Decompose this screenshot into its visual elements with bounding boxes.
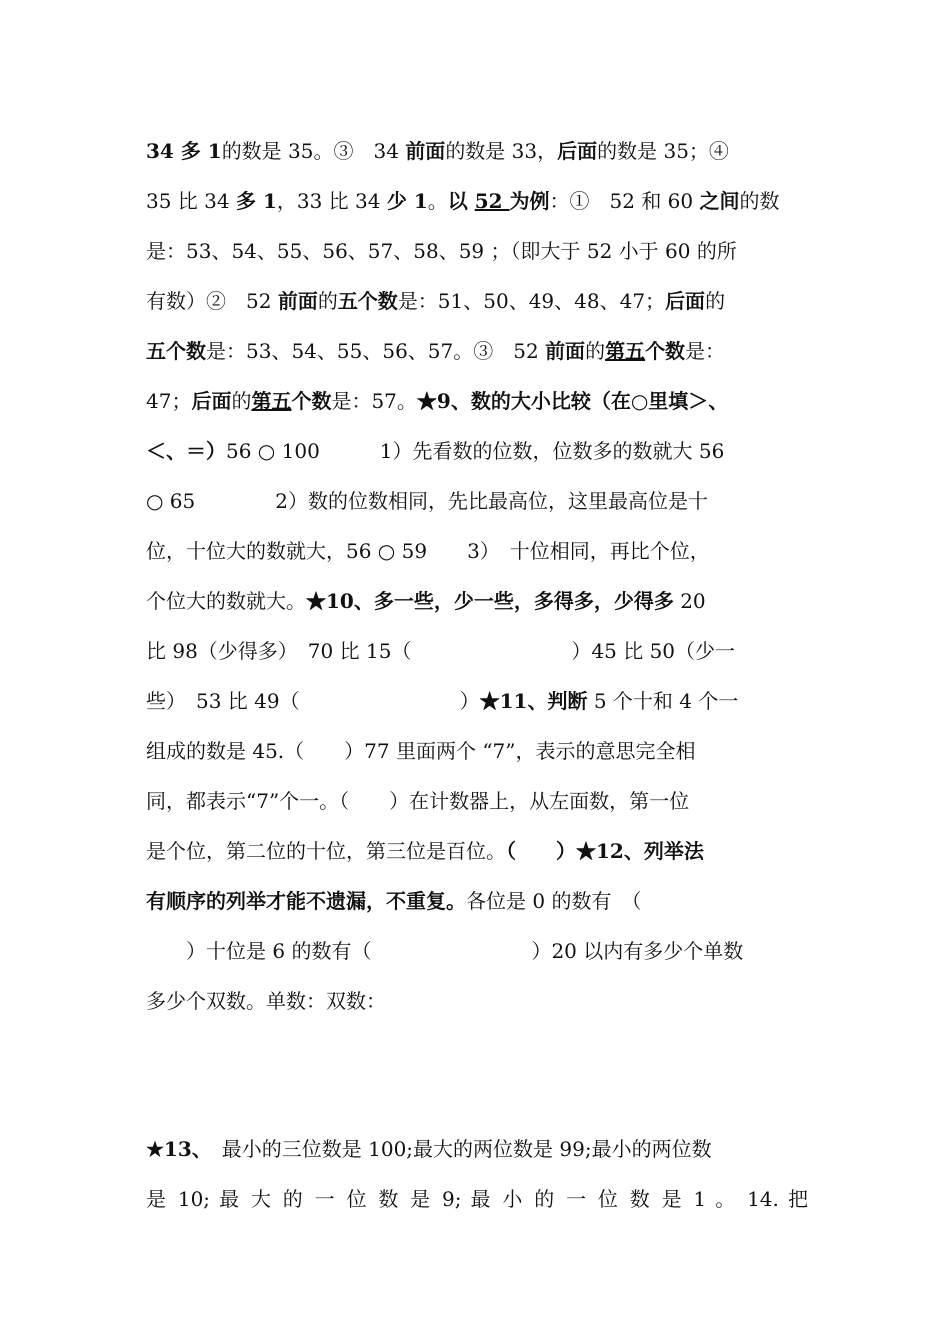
text-run: ：① 52 和 60: [549, 189, 700, 213]
text-bold: 五个数: [146, 339, 206, 363]
text-line-7: [146, 437, 808, 465]
text-line-2: [146, 187, 808, 215]
text-line-16: [146, 887, 808, 915]
text-run: 是个位，第二位的十位，第三位是百位。: [146, 839, 506, 863]
text-bold: 多 1: [235, 189, 277, 213]
section-heading-13: ★13、: [146, 1137, 202, 1161]
text-run: 56 ○ 100 1）先看数的位数，位数多的数就大 56: [226, 439, 725, 463]
text-line-17: [146, 937, 808, 965]
text-run: 的: [585, 339, 606, 363]
text-bold-underline: 52: [474, 189, 510, 213]
text-run: 比 98（少得多） 70 比 15（ ）45 比 50（少一: [146, 639, 736, 663]
text-run: 的数是 35；④: [597, 139, 729, 163]
text-run: 最小的三位数是 100;最大的两位数是 99;最小的两位数: [201, 1137, 712, 1161]
text-bold: 前面: [405, 139, 446, 163]
text-bold: 五个数: [337, 289, 398, 313]
text-run: 有数）② 52: [146, 289, 278, 313]
text-run: 多少个双数。单数：双数：: [146, 989, 386, 1013]
text-bold: 前面: [277, 289, 318, 313]
text-run: 47；: [146, 389, 192, 413]
text-line-6: [146, 387, 808, 415]
text-run: 20: [673, 589, 706, 613]
text-run: 5 个十和 4 个一: [587, 689, 739, 713]
text-run: 的数是 35。③ 34: [221, 139, 406, 163]
text-run: 的数是 33，: [445, 139, 558, 163]
text-bold: 后面: [665, 289, 706, 313]
text-line-4: [146, 287, 808, 315]
text-line-18: [146, 987, 808, 1015]
text-run: 是：53、54、55、56、57。③ 52: [206, 339, 546, 363]
text-run: ）十位是 6 的数有（ ）20 以内有多少个单数: [146, 939, 744, 963]
text-run: 的数: [739, 189, 780, 213]
text-run: 是：53、54、55、56、57、58、59 ；（即大于 52 小于 60 的所: [146, 239, 737, 263]
text-bold: 34 多 1: [146, 139, 222, 163]
text-run: 位，十位大的数就大，56 ○ 59 3） 十位相同，再比个位，: [146, 539, 710, 563]
text-bold: 为例: [509, 189, 550, 213]
text-line-10: [146, 587, 808, 615]
text-bold: 以: [447, 189, 475, 213]
text-run: ○ 65 2）数的位数相同，先比最高位，这里最高位是十: [146, 489, 708, 513]
text-line-1: [146, 137, 808, 165]
text-bold: 个数: [645, 339, 686, 363]
text-bold-underline: 第五: [251, 389, 292, 413]
text-bold: 有顺序的列举才能不遗漏，不重复。: [146, 889, 466, 913]
text-bold: ＜、＝）: [146, 439, 226, 463]
text-line-5: [146, 337, 808, 365]
text-line-19: [146, 1135, 808, 1163]
text-bold: 前面: [545, 339, 586, 363]
text-bold: 少 1: [386, 189, 428, 213]
text-run: 的: [705, 289, 726, 313]
text-bold: 后面: [191, 389, 232, 413]
section-heading-12: （ ）★12、列举法: [506, 839, 704, 863]
text-run: 是：57。: [331, 389, 417, 413]
text-run: 组成的数是 45.（ ）77 里面两个 “7”，表示的意思完全相: [146, 739, 696, 763]
text-run: 。: [427, 189, 448, 213]
text-run: 35 比 34: [146, 189, 236, 213]
text-bold: 后面: [557, 139, 598, 163]
text-line-15: [146, 837, 808, 865]
text-run: 的: [317, 289, 338, 313]
text-run: 同，都表示“7”个一。（ ）在计数器上，从左面数，第一位: [146, 789, 690, 813]
text-line-8: [146, 487, 808, 515]
text-run: 是 10; 最 大 的 一 位 数 是 9; 最 小 的 一 位 数 是 1 。 14. 把: [146, 1187, 808, 1211]
section-heading-9: ★9、数的大小比较（在○里填＞、: [416, 389, 729, 413]
text-run: 各位是 0 的数有 （: [466, 889, 642, 913]
text-run: 的: [231, 389, 252, 413]
text-run: 是：: [685, 339, 726, 363]
text-bold: 个数: [291, 389, 332, 413]
text-line-9: [146, 537, 808, 565]
text-line-14: [146, 787, 808, 815]
text-line-20: [146, 1185, 808, 1213]
text-run: 是：51、50、49、48、47；: [397, 289, 666, 313]
text-run: 些） 53 比 49（ ）: [146, 689, 480, 713]
section-heading-10: ★10、多一些，少一些，多得多，少得多: [306, 589, 674, 613]
text-run: ，33 比 34: [276, 189, 387, 213]
text-line-13: [146, 737, 808, 765]
text-line-3: [146, 237, 808, 265]
text-bold: 之间: [699, 189, 740, 213]
text-bold-underline: 第五: [605, 339, 646, 363]
section-heading-11: ★11、判断: [479, 689, 588, 713]
text-run: 个位大的数就大。: [146, 589, 306, 613]
text-line-12: [146, 687, 808, 715]
text-line-11: [146, 637, 808, 665]
